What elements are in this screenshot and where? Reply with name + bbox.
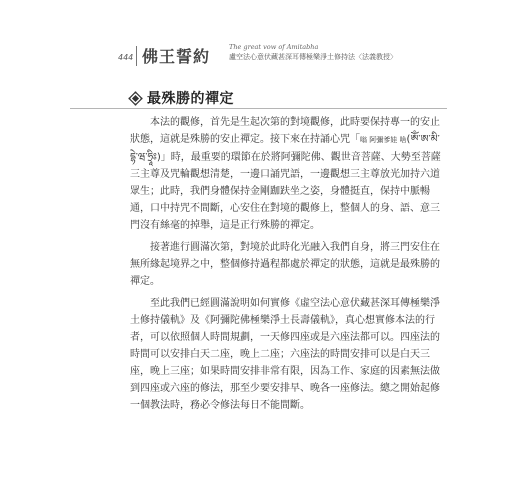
- p1-text-a: 本法的觀修，首先是生起次第的對境觀修，此時要保持專一的安止狀態，這就是殊勝的安止禪定。接下來在持誦心咒「: [130, 117, 440, 145]
- paragraph: 接著進行圓滿次第，對境於此時化光融入我們自身，將三門安住在無所緣起境界之中，整個修持過程都處於禪定的狀態，這就是最殊勝的禪定。: [130, 242, 440, 287]
- book-subtitle-en: The great vow of Amitabha: [229, 43, 319, 51]
- lotus-diamond-icon: [128, 91, 143, 106]
- book-subtitle-zh: 盧空法心意伏藏甚深耳傳極樂淨土修持法〈法義教授〉: [229, 53, 397, 61]
- paragraph: 至此我們已經圓滿說明如何實修《虛空法心意伏藏甚深耳傳極樂淨土修持儀軌》及《阿彌陀佛極樂淨土長壽儀軌》，真心想實修本法的行者，可以依照個人時間規劃，一天修四座或是六座法都可以。四座法的時間可以安排白天二座，晚上二座；六座法的時間安排可以是白天三座，晚上三座；如果時間安排非常有限，因為工作、家庭的因素無法做到四座或六座的修法，那至少要安排早、晚各一座修法。總之開始起修一個教法時，務必令修法每日不能間斷。: [130, 298, 440, 411]
- section-heading: [128, 88, 234, 108]
- section-rule: [70, 108, 447, 109]
- header-divider: [136, 46, 137, 66]
- page-header: [100, 40, 500, 70]
- body-text: [130, 114, 444, 414]
- book-title: 佛王誓約: [142, 47, 211, 66]
- page-number: 444: [118, 53, 134, 62]
- paragraph: [130, 114, 444, 234]
- section-title: 最殊勝的禪定: [147, 91, 234, 107]
- p1-text-b: 」時，最重要的環節在於將阿彌陀佛、觀世音菩薩、大勢至菩薩三主尊及咒輪觀想清楚，一邊口誦咒語，一邊觀想三主尊放光加持六道眾生；此時，我們身體保持金剛跏趺坐之姿，身體挺直，保持中脈暢通，口中持咒不間斷，心安住在對境的觀修上，整個人的身、語、意三門沒有絲毫的掉舉，這是正行殊勝的禪定。: [130, 152, 441, 231]
- mantra-tibetan: (ཨོཾ་ཨ་མི་དྷེ་ཝ་ཧྲཱིཿ): [130, 134, 440, 163]
- mantra-transliteration: 嗡 阿彌爹娃 啥: [360, 136, 407, 144]
